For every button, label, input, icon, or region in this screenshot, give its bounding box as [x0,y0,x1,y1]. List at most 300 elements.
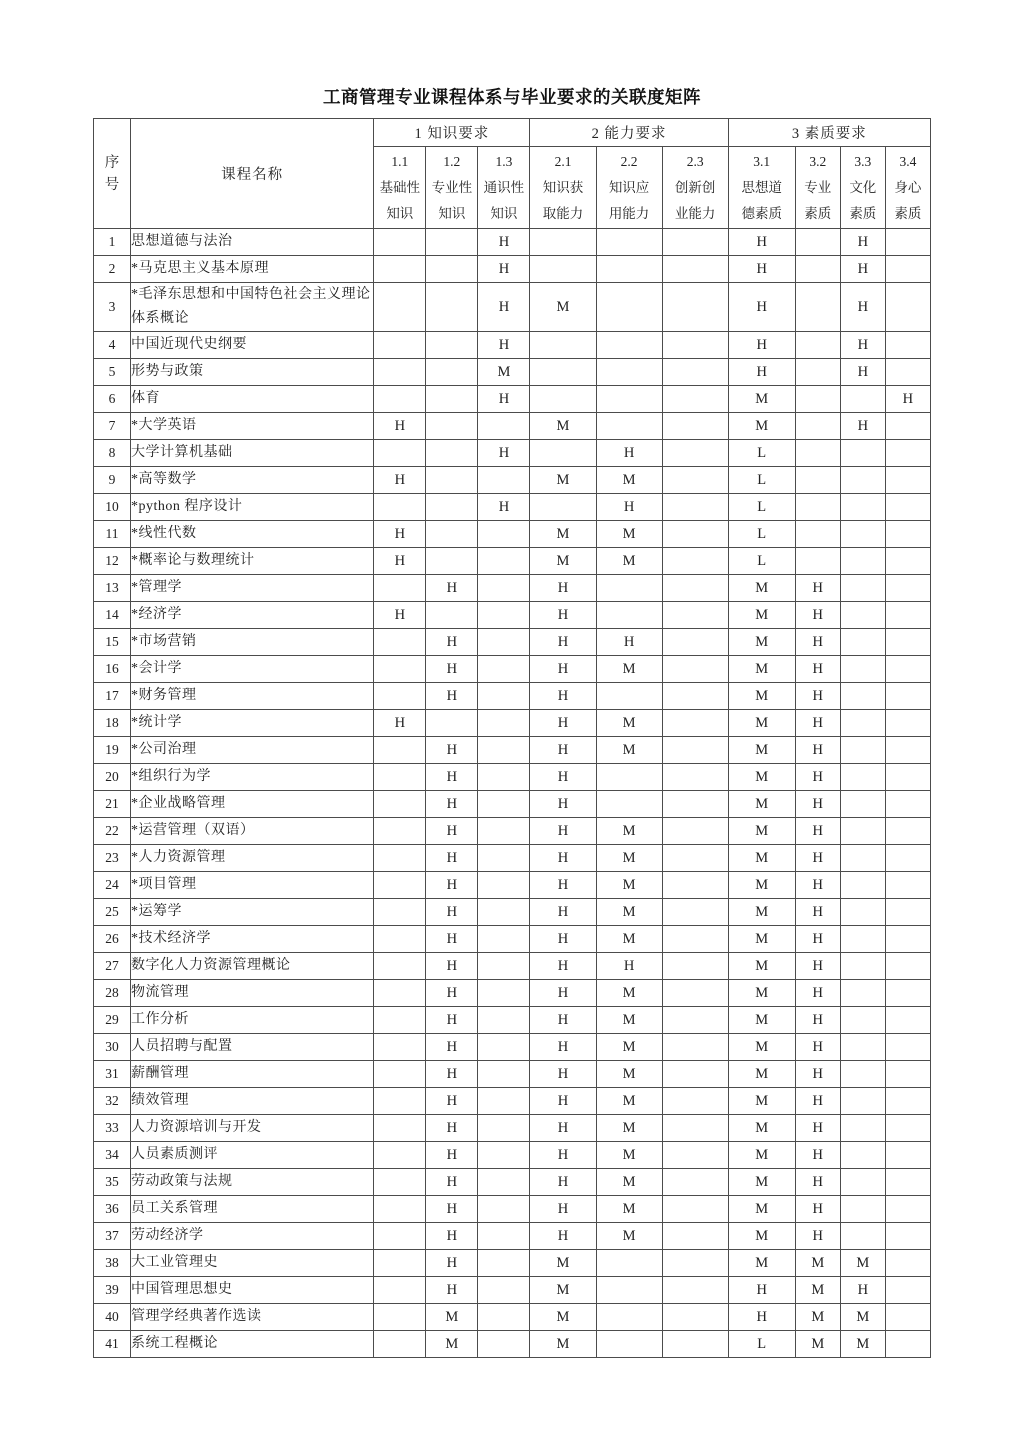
mark-cell [478,1331,530,1358]
mark-cell: M [728,1169,795,1196]
group-header-quality: 3 素质要求 [728,119,930,147]
table-row [94,575,931,602]
mark-cell: M [728,1142,795,1169]
mark-cell: M [596,1115,662,1142]
table-row [94,710,931,737]
mark-cell: M [728,629,795,656]
mark-cell [596,359,662,386]
sub-header-2-2 [596,147,662,229]
table-row [94,1331,931,1358]
mark-cell [662,845,728,872]
mark-cell [596,683,662,710]
sub-header-text: 知识 [386,205,414,221]
row-serial-number: 33 [94,1115,131,1142]
table-row [94,1250,931,1277]
mark-cell [478,737,530,764]
mark-cell: H [795,899,840,926]
group-header-row [94,119,931,147]
mark-cell [840,440,885,467]
mark-cell [795,359,840,386]
mark-cell: H [795,980,840,1007]
mark-cell [426,229,478,256]
mark-cell [374,845,426,872]
course-name: *python 程序设计 [131,494,374,521]
mark-cell [662,1277,728,1304]
row-serial-number: 17 [94,683,131,710]
mark-cell: H [530,629,596,656]
mark-cell [662,1061,728,1088]
mark-cell [478,872,530,899]
course-name: *管理学 [131,575,374,602]
mark-cell [840,1061,885,1088]
mark-cell: H [795,1169,840,1196]
course-name: *技术经济学 [131,926,374,953]
sub-header-num: 3.1 [753,153,771,169]
mark-cell [885,1061,930,1088]
sub-header-text: 业能力 [674,205,716,221]
mark-cell: H [426,1088,478,1115]
mark-cell: H [840,256,885,283]
table-row [94,386,931,413]
mark-cell: M [840,1250,885,1277]
mark-cell [478,1223,530,1250]
mark-cell [374,953,426,980]
mark-cell: H [530,1115,596,1142]
table-row [94,953,931,980]
mark-cell: H [795,1034,840,1061]
mark-cell [426,413,478,440]
mark-cell: H [374,467,426,494]
table-row [94,256,931,283]
mark-cell [596,791,662,818]
mark-cell: H [530,683,596,710]
table-row [94,845,931,872]
mark-cell: H [728,283,795,332]
course-name: 物流管理 [131,980,374,1007]
mark-cell [840,845,885,872]
mark-cell: H [530,1142,596,1169]
table-row [94,332,931,359]
mark-cell [885,710,930,737]
mark-cell [662,467,728,494]
mark-cell [662,1304,728,1331]
mark-cell [662,872,728,899]
mark-cell [596,602,662,629]
mark-cell [478,1088,530,1115]
row-serial-number: 38 [94,1250,131,1277]
course-name: 劳动经济学 [131,1223,374,1250]
course-name: 人员素质测评 [131,1142,374,1169]
mark-cell [596,229,662,256]
mark-cell: H [795,575,840,602]
mark-cell: H [478,229,530,256]
mark-cell [885,1223,930,1250]
mark-cell [426,386,478,413]
mark-cell [662,1034,728,1061]
mark-cell: M [728,1061,795,1088]
mark-cell: M [795,1331,840,1358]
mark-cell: M [728,683,795,710]
mark-cell [374,656,426,683]
mark-cell [662,1331,728,1358]
table-row [94,229,931,256]
mark-cell: H [795,926,840,953]
row-serial-number: 4 [94,332,131,359]
mark-cell: H [795,818,840,845]
mark-cell [795,283,840,332]
mark-cell: M [596,1196,662,1223]
course-name: 劳动政策与法规 [131,1169,374,1196]
mark-cell: M [728,818,795,845]
row-serial-number: 14 [94,602,131,629]
sub-header-text: 素质 [894,205,922,221]
mark-cell [885,256,930,283]
mark-cell: M [530,1331,596,1358]
row-serial-number: 26 [94,926,131,953]
mark-cell: H [374,710,426,737]
mark-cell [840,521,885,548]
mark-cell [596,575,662,602]
mark-cell [662,818,728,845]
row-serial-number: 2 [94,256,131,283]
mark-cell [374,1277,426,1304]
mark-cell [840,1034,885,1061]
mark-cell [478,548,530,575]
mark-cell: M [728,386,795,413]
course-name: *毛泽东思想和中国特色社会主义理论体系概论 [131,283,374,332]
mark-cell: H [426,818,478,845]
course-name: *运筹学 [131,899,374,926]
mark-cell [426,521,478,548]
mark-cell [795,229,840,256]
mark-cell: H [530,926,596,953]
mark-cell: M [728,899,795,926]
mark-cell [840,980,885,1007]
row-serial-number: 28 [94,980,131,1007]
mark-cell: M [728,575,795,602]
mark-cell: H [728,332,795,359]
mark-cell: H [426,845,478,872]
mark-cell [478,818,530,845]
mark-cell [840,467,885,494]
table-row [94,1196,931,1223]
mark-cell [530,359,596,386]
sub-header-text: 创新创 [674,179,716,195]
mark-cell: H [426,575,478,602]
mark-cell: M [596,1169,662,1196]
row-serial-number: 41 [94,1331,131,1358]
mark-cell: L [728,467,795,494]
mark-cell: M [728,413,795,440]
mark-cell: M [728,980,795,1007]
mark-cell: M [728,1250,795,1277]
mark-cell: M [795,1250,840,1277]
table-row [94,764,931,791]
row-serial-number: 35 [94,1169,131,1196]
mark-cell [596,1250,662,1277]
mark-cell [374,818,426,845]
mark-cell [840,710,885,737]
mark-cell: H [795,764,840,791]
mark-cell: M [596,818,662,845]
sub-header-text: 取能力 [542,205,584,221]
sub-header-text: 知识 [490,205,518,221]
mark-cell [478,1061,530,1088]
mark-cell: H [374,521,426,548]
mark-cell: H [530,1061,596,1088]
sub-header-2-3 [662,147,728,229]
mark-cell [885,1304,930,1331]
mark-cell [596,764,662,791]
mark-cell [374,359,426,386]
row-serial-number: 9 [94,467,131,494]
mark-cell [374,872,426,899]
mark-cell [662,440,728,467]
mark-cell: H [885,386,930,413]
table-row [94,602,931,629]
sub-header-text: 知识应 [608,179,650,195]
course-name: 员工关系管理 [131,1196,374,1223]
table-row [94,467,931,494]
mark-cell [530,494,596,521]
group-header-ability: 2 能力要求 [530,119,728,147]
sub-header-3-1 [728,147,795,229]
mark-cell [374,1007,426,1034]
mark-cell [795,467,840,494]
mark-cell [662,629,728,656]
sub-header-text: 知识获 [542,179,584,195]
mark-cell [426,332,478,359]
mark-cell: M [596,656,662,683]
mark-cell: M [728,926,795,953]
mark-cell [478,1115,530,1142]
mark-cell [885,764,930,791]
mark-cell [662,1169,728,1196]
mark-cell [885,683,930,710]
mark-cell [840,602,885,629]
row-serial-number: 27 [94,953,131,980]
table-row [94,683,931,710]
mark-cell: M [530,1250,596,1277]
mark-cell [662,413,728,440]
course-name: 工作分析 [131,1007,374,1034]
mark-cell [885,1142,930,1169]
mark-cell [596,413,662,440]
row-serial-number: 6 [94,386,131,413]
table-row [94,521,931,548]
mark-cell [885,283,930,332]
mark-cell [374,1250,426,1277]
mark-cell: M [478,359,530,386]
sub-header-3-3 [840,147,885,229]
mark-cell [596,1331,662,1358]
mark-cell [840,1007,885,1034]
mark-cell [795,332,840,359]
mark-cell [840,656,885,683]
mark-cell: L [728,494,795,521]
mark-cell [885,229,930,256]
mark-cell [374,629,426,656]
row-serial-number: 29 [94,1007,131,1034]
course-name: 人力资源培训与开发 [131,1115,374,1142]
mark-cell [374,332,426,359]
mark-cell [374,764,426,791]
mark-cell [662,980,728,1007]
mark-cell: H [795,1196,840,1223]
course-name: 薪酬管理 [131,1061,374,1088]
row-serial-number: 7 [94,413,131,440]
mark-cell [840,575,885,602]
mark-cell: H [795,656,840,683]
mark-cell [885,521,930,548]
mark-cell [478,764,530,791]
mark-cell: M [596,1034,662,1061]
mark-cell: H [795,737,840,764]
mark-cell [840,683,885,710]
row-serial-number: 11 [94,521,131,548]
mark-cell [374,791,426,818]
mark-cell [662,1088,728,1115]
mark-cell: H [426,953,478,980]
mark-cell: H [530,818,596,845]
mark-cell [426,283,478,332]
sub-header-text: 素质 [804,205,832,221]
mark-cell: H [795,1223,840,1250]
course-name: *人力资源管理 [131,845,374,872]
course-name: 中国管理思想史 [131,1277,374,1304]
mark-cell [885,575,930,602]
mark-cell [374,1061,426,1088]
mark-cell [795,494,840,521]
mark-cell [885,926,930,953]
sub-header-1-3 [478,147,530,229]
mark-cell: M [728,953,795,980]
mark-cell [885,1196,930,1223]
course-name: 绩效管理 [131,1088,374,1115]
mark-cell: H [795,1088,840,1115]
table-row [94,1304,931,1331]
mark-cell: H [426,872,478,899]
mark-cell [426,440,478,467]
mark-cell [374,737,426,764]
row-serial-number: 24 [94,872,131,899]
mark-cell: H [426,1169,478,1196]
mark-cell [478,683,530,710]
table-row [94,791,931,818]
mark-cell [374,575,426,602]
mark-cell [530,332,596,359]
mark-cell: M [426,1304,478,1331]
mark-cell: H [426,791,478,818]
mark-cell: M [596,1088,662,1115]
mark-cell: H [426,683,478,710]
course-name: 数字化人力资源管理概论 [131,953,374,980]
course-name: *大学英语 [131,413,374,440]
sub-header-num: 2.3 [686,153,704,169]
mark-cell [478,656,530,683]
mark-cell [374,283,426,332]
course-name: *企业战略管理 [131,791,374,818]
mark-cell [426,548,478,575]
mark-cell [885,1250,930,1277]
mark-cell [840,1196,885,1223]
mark-cell [885,494,930,521]
sub-header-1-2 [426,147,478,229]
row-serial-number: 16 [94,656,131,683]
mark-cell [662,1196,728,1223]
course-name: 大学计算机基础 [131,440,374,467]
sub-header-3-4 [885,147,930,229]
table-row [94,1088,931,1115]
mark-cell [840,1142,885,1169]
mark-cell [885,1088,930,1115]
mark-cell [662,1007,728,1034]
mark-cell [374,386,426,413]
sub-header-text: 通识性 [483,179,525,195]
course-name: 大工业管理史 [131,1250,374,1277]
mark-cell [885,1277,930,1304]
mark-cell [885,737,930,764]
mark-cell [885,332,930,359]
mark-cell: H [795,1007,840,1034]
mark-cell: H [426,1142,478,1169]
mark-cell [374,683,426,710]
mark-cell: H [530,1088,596,1115]
row-serial-number: 31 [94,1061,131,1088]
mark-cell: H [596,629,662,656]
mark-cell: M [596,980,662,1007]
mark-cell: M [596,1223,662,1250]
mark-cell [374,494,426,521]
mark-cell [840,1223,885,1250]
course-name: *高等数学 [131,467,374,494]
mark-cell [478,845,530,872]
mark-cell: M [596,1061,662,1088]
mark-cell [885,548,930,575]
mark-cell: M [728,1088,795,1115]
mark-cell: H [426,629,478,656]
mark-cell: M [728,1196,795,1223]
mark-cell: H [530,1007,596,1034]
mark-cell [374,229,426,256]
mark-cell [478,1142,530,1169]
mark-cell: M [728,602,795,629]
mark-cell: M [728,710,795,737]
course-name: *马克思主义基本原理 [131,256,374,283]
mark-cell: M [596,1142,662,1169]
mark-cell: H [426,656,478,683]
mark-cell [374,1088,426,1115]
row-serial-number: 8 [94,440,131,467]
mark-cell: H [795,845,840,872]
row-serial-number: 10 [94,494,131,521]
mark-cell [478,413,530,440]
mark-cell [662,386,728,413]
row-serial-number: 37 [94,1223,131,1250]
mark-cell [885,602,930,629]
mark-cell: M [530,1277,596,1304]
mark-cell: M [596,548,662,575]
mark-cell [840,386,885,413]
mark-cell: H [426,926,478,953]
mark-cell [662,602,728,629]
mark-cell [885,440,930,467]
mark-cell [840,926,885,953]
mark-cell: H [478,440,530,467]
table-row [94,548,931,575]
sub-header-num: 3.4 [899,153,917,169]
sub-header-text: 用能力 [608,205,650,221]
